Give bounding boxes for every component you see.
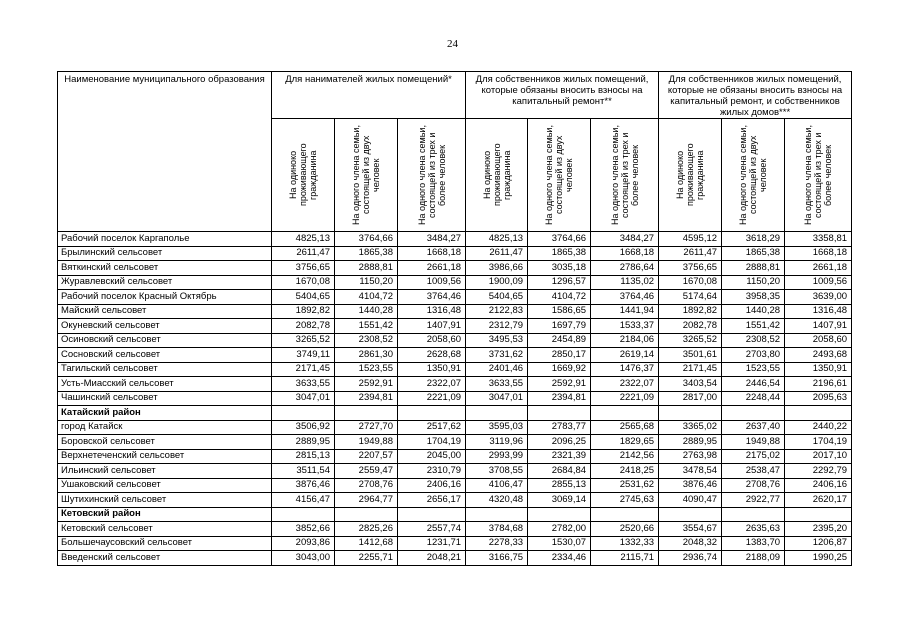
value-cell: 1670,08 [272,275,335,290]
municipality-name: Чашинский сельсовет [58,391,272,406]
value-cell: 2861,30 [335,348,398,363]
value-cell: 2538,47 [722,464,785,479]
value-cell: 3043,00 [272,551,335,566]
municipality-name: Верхнетеченский сельсовет [58,449,272,464]
value-cell: 1865,38 [335,246,398,261]
value-cell: 1900,09 [466,275,528,290]
municipality-name: Боровской сельсовет [58,435,272,450]
empty-cell [591,406,659,421]
value-cell: 2922,77 [722,493,785,508]
value-cell: 3047,01 [466,391,528,406]
value-cell: 2656,17 [398,493,466,508]
value-cell: 2620,17 [785,493,852,508]
table-row [58,319,852,334]
table-row [58,536,852,551]
empty-cell [722,406,785,421]
value-cell: 2312,79 [466,319,528,334]
value-cell: 4106,47 [466,478,528,493]
municipality-name: Окуневский сельсовет [58,319,272,334]
value-cell: 2292,79 [785,464,852,479]
value-cell: 2628,68 [398,348,466,363]
value-cell: 2993,99 [466,449,528,464]
value-cell: 1231,71 [398,536,466,551]
value-cell: 4090,47 [659,493,722,508]
subheader-label: На одиноко проживающего гражданина [675,143,706,207]
value-cell: 3484,27 [398,232,466,247]
value-cell: 1206,87 [785,536,852,551]
value-cell: 1697,79 [528,319,591,334]
value-cell: 2221,09 [398,391,466,406]
value-cell: 2171,45 [272,362,335,377]
value-cell: 2889,95 [272,435,335,450]
value-cell: 1551,42 [722,319,785,334]
value-cell: 3265,52 [272,333,335,348]
value-cell: 2095,63 [785,391,852,406]
value-cell: 2418,25 [591,464,659,479]
table-row [58,333,852,348]
value-cell: 3633,55 [466,377,528,392]
value-cell: 2850,17 [528,348,591,363]
value-cell: 1350,91 [398,362,466,377]
value-cell: 1530,07 [528,536,591,551]
municipality-name: Введенский сельсовет [58,551,272,566]
table-row [58,304,852,319]
table-row [58,464,852,479]
value-cell: 1412,68 [335,536,398,551]
value-cell: 3069,14 [528,493,591,508]
empty-cell [785,406,852,421]
value-cell: 2888,81 [335,261,398,276]
value-cell: 1829,65 [591,435,659,450]
table-row [58,420,852,435]
value-cell: 2889,95 [659,435,722,450]
municipality-name: Ушаковский сельсовет [58,478,272,493]
value-cell: 2531,62 [591,478,659,493]
value-cell: 2395,20 [785,522,852,537]
header-group-owners-obliged: Для собственников жилых помещений, которые обязаны вносить взносы на капитальный ремонт** [466,72,659,119]
value-cell: 1150,20 [722,275,785,290]
subheader-label: На одного члена семьи, состоящей из трех и более человек [803,125,834,225]
value-cell: 2082,78 [272,319,335,334]
table-row [58,261,852,276]
value-cell: 2045,00 [398,449,466,464]
subheader-label: На одного члена семьи, состоящей из трех и более человек [416,125,447,225]
value-cell: 3047,01 [272,391,335,406]
value-cell: 2322,07 [398,377,466,392]
subheader-label: На одиноко проживающего гражданина [288,143,318,207]
region-row [58,507,852,522]
value-cell: 2048,32 [659,536,722,551]
value-cell: 2611,47 [272,246,335,261]
empty-cell [466,507,528,522]
value-cell: 1949,88 [335,435,398,450]
subheader-wrap [722,119,784,231]
value-cell: 3506,92 [272,420,335,435]
value-cell: 3731,62 [466,348,528,363]
region-name: Кетовский район [58,507,272,522]
value-cell: 3265,52 [659,333,722,348]
value-cell: 2308,52 [722,333,785,348]
municipality-name: Ильинский сельсовет [58,464,272,479]
value-cell: 2401,46 [466,362,528,377]
subheader-label: На одного члена семьи, состоящей из двух человек [544,125,575,225]
value-cell: 1440,28 [722,304,785,319]
value-cell: 1009,56 [785,275,852,290]
empty-cell [659,507,722,522]
value-cell: 3495,53 [466,333,528,348]
value-cell: 2708,76 [722,478,785,493]
value-cell: 2703,80 [722,348,785,363]
value-cell: 3764,46 [591,290,659,305]
municipality-name: Брылинский сельсовет [58,246,272,261]
value-cell: 1949,88 [722,435,785,450]
header-group-owners-not-obliged: Для собственников жилых помещений, которые не обязаны вносить взносы на капитальный ремонт, и собственников жилых домов*** [659,72,852,119]
value-cell: 1476,37 [591,362,659,377]
municipality-name: Осиновский сельсовет [58,333,272,348]
value-cell: 2565,68 [591,420,659,435]
empty-cell [659,406,722,421]
subheader-label: На одиноко проживающего гражданина [481,143,512,207]
subheader-g1-c3 [398,119,466,232]
value-cell: 1316,48 [398,304,466,319]
value-cell: 2122,83 [466,304,528,319]
value-cell: 1407,91 [398,319,466,334]
value-cell: 5174,64 [659,290,722,305]
empty-cell [528,507,591,522]
value-cell: 2058,60 [398,333,466,348]
value-cell: 2394,81 [335,391,398,406]
value-cell: 2048,21 [398,551,466,566]
value-cell: 2727,70 [335,420,398,435]
value-cell: 2592,91 [335,377,398,392]
table-row [58,435,852,450]
value-cell: 1296,57 [528,275,591,290]
table-row [58,275,852,290]
value-cell: 2446,54 [722,377,785,392]
value-cell: 3484,27 [591,232,659,247]
value-cell: 2888,81 [722,261,785,276]
value-cell: 2745,63 [591,493,659,508]
value-cell: 2493,68 [785,348,852,363]
value-cell: 3618,29 [722,232,785,247]
value-cell: 3876,46 [659,478,722,493]
value-cell: 2406,16 [398,478,466,493]
value-cell: 2964,77 [335,493,398,508]
value-cell: 2096,25 [528,435,591,450]
table-row [58,348,852,363]
value-cell: 2786,64 [591,261,659,276]
value-cell: 3554,67 [659,522,722,537]
value-cell: 2454,89 [528,333,591,348]
value-cell: 5404,65 [466,290,528,305]
value-cell: 1865,38 [722,246,785,261]
value-cell: 2255,71 [335,551,398,566]
table-row [58,246,852,261]
subheader-g2-c2 [528,119,591,232]
municipality-name: Майский сельсовет [58,304,272,319]
value-cell: 2440,22 [785,420,852,435]
value-cell: 2321,39 [528,449,591,464]
value-cell: 2783,77 [528,420,591,435]
value-cell: 2394,81 [528,391,591,406]
value-cell: 2708,76 [335,478,398,493]
value-cell: 1383,70 [722,536,785,551]
value-cell: 2817,00 [659,391,722,406]
empty-cell [591,507,659,522]
municipality-name: Тагильский сельсовет [58,362,272,377]
value-cell: 1670,08 [659,275,722,290]
value-cell: 1865,38 [528,246,591,261]
value-cell: 3035,18 [528,261,591,276]
value-cell: 1523,55 [722,362,785,377]
subheader-g3-c1 [659,119,722,232]
header-municipality: Наименование муниципального образования [58,72,272,232]
value-cell: 2611,47 [659,246,722,261]
value-cell: 3511,54 [272,464,335,479]
table-row [58,290,852,305]
value-cell: 2171,45 [659,362,722,377]
value-cell: 2248,44 [722,391,785,406]
municipality-name: Большечаусовский сельсовет [58,536,272,551]
value-cell: 2635,63 [722,522,785,537]
value-cell: 3756,65 [659,261,722,276]
value-cell: 4156,47 [272,493,335,508]
value-cell: 2557,74 [398,522,466,537]
value-cell: 2855,13 [528,478,591,493]
subheader-g3-c2 [722,119,785,232]
value-cell: 4320,48 [466,493,528,508]
value-cell: 3852,66 [272,522,335,537]
value-cell: 2184,06 [591,333,659,348]
value-cell: 2517,62 [398,420,466,435]
municipality-name: Сосновский сельсовет [58,348,272,363]
subheader-g2-c1 [466,119,528,232]
subheader-label: На одного члена семьи, состоящей из двух человек [351,125,381,225]
municipality-name: Вяткинский сельсовет [58,261,272,276]
value-cell: 2207,57 [335,449,398,464]
value-cell: 3764,66 [335,232,398,247]
value-cell: 3595,03 [466,420,528,435]
empty-cell [335,507,398,522]
empty-cell [722,507,785,522]
table-row [58,551,852,566]
value-cell: 2175,02 [722,449,785,464]
value-cell: 2308,52 [335,333,398,348]
value-cell: 3119,96 [466,435,528,450]
value-cell: 3501,61 [659,348,722,363]
region-name: Катайский район [58,406,272,421]
table-row [58,362,852,377]
subheader-wrap [335,119,397,231]
value-cell: 3478,54 [659,464,722,479]
value-cell: 3876,46 [272,478,335,493]
value-cell: 1441,94 [591,304,659,319]
value-cell: 2310,79 [398,464,466,479]
value-cell: 1990,25 [785,551,852,566]
value-cell: 3639,00 [785,290,852,305]
value-cell: 3403,54 [659,377,722,392]
table-row [58,449,852,464]
value-cell: 2825,26 [335,522,398,537]
value-cell: 2763,98 [659,449,722,464]
value-cell: 2093,86 [272,536,335,551]
subheader-g1-c2 [335,119,398,232]
empty-cell [272,507,335,522]
municipality-name: город Катайск [58,420,272,435]
subheader-wrap [272,119,334,231]
value-cell: 1892,82 [272,304,335,319]
subheader-wrap [659,119,721,231]
empty-cell [785,507,852,522]
municipality-name: Журавлевский сельсовет [58,275,272,290]
value-cell: 1440,28 [335,304,398,319]
table-row [58,478,852,493]
value-cell: 2684,84 [528,464,591,479]
value-cell: 3756,65 [272,261,335,276]
value-cell: 1586,65 [528,304,591,319]
value-cell: 1150,20 [335,275,398,290]
value-cell: 2936,74 [659,551,722,566]
subheader-label: На одного члена семьи, состоящей из двух человек [738,125,769,225]
value-cell: 1669,92 [528,362,591,377]
value-cell: 2782,00 [528,522,591,537]
empty-cell [528,406,591,421]
subheader-g3-c3 [785,119,852,232]
table-row [58,493,852,508]
value-cell: 2188,09 [722,551,785,566]
value-cell: 1009,56 [398,275,466,290]
value-cell: 2082,78 [659,319,722,334]
value-cell: 1533,37 [591,319,659,334]
value-cell: 2559,47 [335,464,398,479]
empty-cell [272,406,335,421]
municipality-name: Усть-Миасский сельсовет [58,377,272,392]
value-cell: 1668,18 [785,246,852,261]
value-cell: 2815,13 [272,449,335,464]
value-cell: 3784,68 [466,522,528,537]
table-header [58,72,852,232]
subheader-wrap [398,119,465,231]
value-cell: 2278,33 [466,536,528,551]
value-cell: 1407,91 [785,319,852,334]
subheader-label: На одного члена семьи, состоящей из трех и более человек [609,125,640,225]
subheader-g2-c3 [591,119,659,232]
value-cell: 2115,71 [591,551,659,566]
value-cell: 3358,81 [785,232,852,247]
empty-cell [335,406,398,421]
value-cell: 3166,75 [466,551,528,566]
value-cell: 1892,82 [659,304,722,319]
value-cell: 2661,18 [398,261,466,276]
value-cell: 2661,18 [785,261,852,276]
table-row [58,377,852,392]
page-number: 24 [447,38,458,50]
municipality-name: Рабочий поселок Каргаполье [58,232,272,247]
value-cell: 3986,66 [466,261,528,276]
value-cell: 2221,09 [591,391,659,406]
value-cell: 1332,33 [591,536,659,551]
value-cell: 2196,61 [785,377,852,392]
empty-cell [398,406,466,421]
municipality-name: Кетовский сельсовет [58,522,272,537]
value-cell: 3365,02 [659,420,722,435]
value-cell: 1668,18 [398,246,466,261]
value-cell: 2637,40 [722,420,785,435]
value-cell: 1135,02 [591,275,659,290]
value-cell: 2017,10 [785,449,852,464]
value-cell: 2142,56 [591,449,659,464]
value-cell: 1668,18 [591,246,659,261]
value-cell: 4104,72 [335,290,398,305]
header-group-tenants: Для нанимателей жилых помещений* [272,72,466,119]
value-cell: 2058,60 [785,333,852,348]
subheader-g1-c1 [272,119,335,232]
value-cell: 2322,07 [591,377,659,392]
value-cell: 4595,12 [659,232,722,247]
value-cell: 1523,55 [335,362,398,377]
value-cell: 3749,11 [272,348,335,363]
value-cell: 2592,91 [528,377,591,392]
subheader-wrap [466,119,527,231]
value-cell: 2619,14 [591,348,659,363]
region-row [58,406,852,421]
value-cell: 5404,65 [272,290,335,305]
value-cell: 3958,35 [722,290,785,305]
table-row [58,391,852,406]
value-cell: 3764,66 [528,232,591,247]
empty-cell [398,507,466,522]
value-cell: 3708,55 [466,464,528,479]
municipality-name: Шутихинский сельсовет [58,493,272,508]
value-cell: 3633,55 [272,377,335,392]
value-cell: 4104,72 [528,290,591,305]
subsistence-table [57,71,852,566]
municipality-name: Рабочий поселок Красный Октябрь [58,290,272,305]
subheader-wrap [591,119,658,231]
table-row [58,522,852,537]
table-body [58,232,852,566]
value-cell: 2611,47 [466,246,528,261]
value-cell: 1551,42 [335,319,398,334]
value-cell: 2406,16 [785,478,852,493]
value-cell: 1704,19 [785,435,852,450]
table-row [58,232,852,247]
value-cell: 2520,66 [591,522,659,537]
value-cell: 1316,48 [785,304,852,319]
empty-cell [466,406,528,421]
value-cell: 3764,46 [398,290,466,305]
value-cell: 4825,13 [272,232,335,247]
value-cell: 4825,13 [466,232,528,247]
subheader-wrap [785,119,851,231]
value-cell: 1350,91 [785,362,852,377]
value-cell: 2334,46 [528,551,591,566]
subheader-wrap [528,119,590,231]
value-cell: 1704,19 [398,435,466,450]
